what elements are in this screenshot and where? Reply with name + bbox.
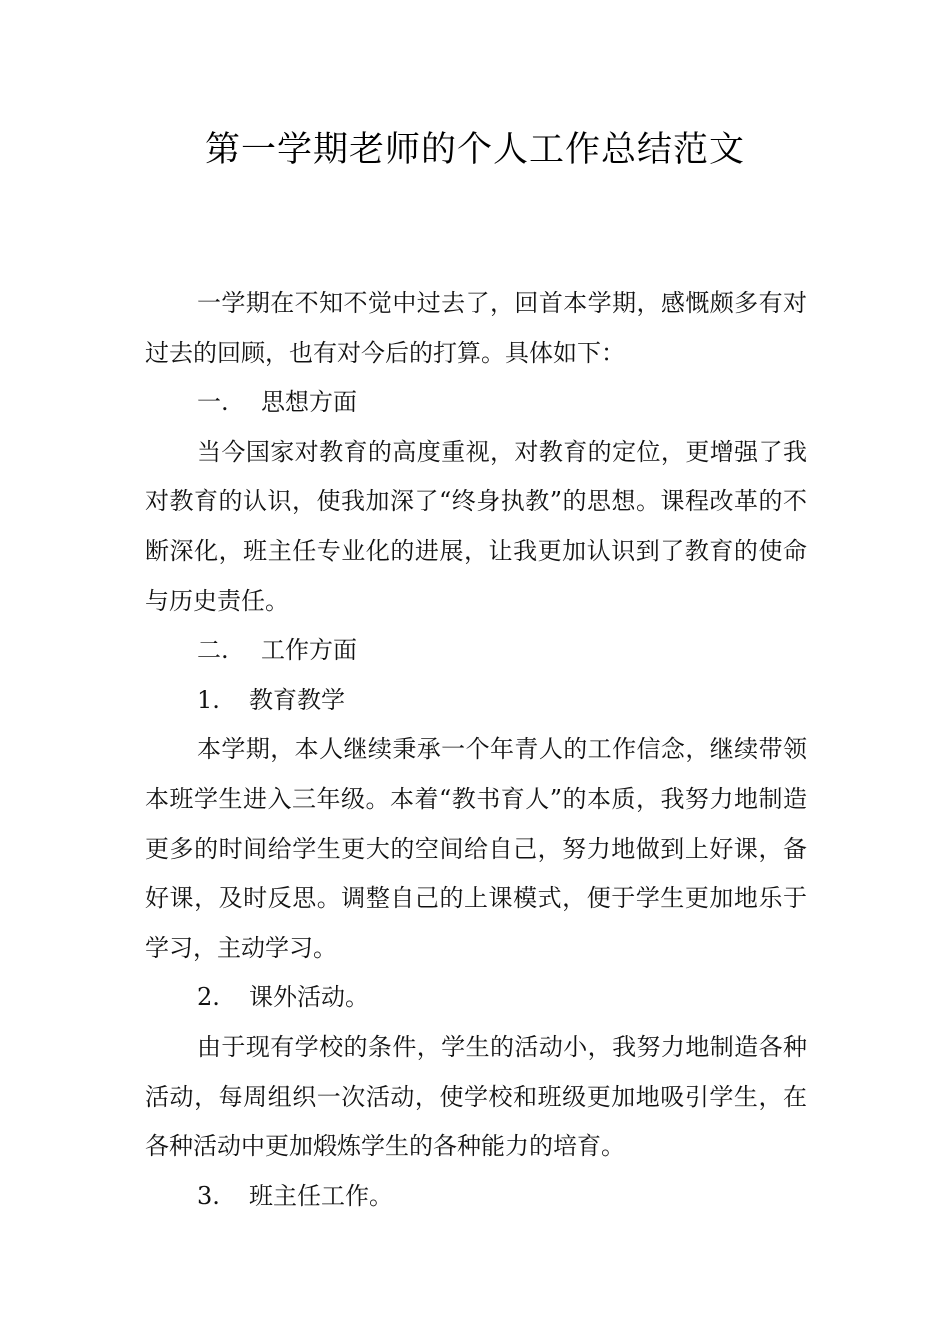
subsection-heading-activities (145, 973, 807, 1023)
subsection-number: 3. (197, 1181, 220, 1210)
document-title: 第一学期老师的个人工作总结范文 (204, 130, 745, 170)
section-heading-thought (145, 378, 807, 428)
subsection-heading-homeroom (145, 1172, 807, 1222)
thought-paragraph: 当今国家对教育的高度重视，对教育的定位，更增强了我对教育的认识，使我加深了“终身执教”的思想。课程改革的不断深化，班主任专业化的进展，让我更加认识到了教育的使命与历史责任。 (145, 437, 807, 615)
subsection-title: 课外活动。 (249, 983, 369, 1012)
subsection-number: 2. (197, 983, 220, 1012)
activities-paragraph: 由于现有学校的条件，学生的活动小，我努力地制造各种活动，每周组织一次活动，使学校和班级更加地吸引学生，在各种活动中更加煅炼学生的各种能力的培育。 (145, 1032, 807, 1161)
intro-paragraph: 一学期在不知不觉中过去了，回首本学期，感慨颇多有对过去的回顾，也有对今后的打算。具体如下： (145, 289, 807, 367)
subsection-heading-teaching (145, 676, 807, 726)
teaching-paragraph: 本学期，本人继续秉承一个年青人的工作信念，继续带领本班学生进入三年级。本着“教书育人”的本质，我努力地制造更多的时间给学生更大的空间给自己，努力地做到上好课，备好课，及时反思。调整自己的上课模式，便于学生更加地乐于学习，主动学习。 (145, 735, 807, 962)
section-heading-work (145, 626, 807, 676)
document-body (145, 279, 807, 1221)
subsection-title: 班主任工作。 (249, 1181, 393, 1210)
section-title: 工作方面 (261, 636, 357, 665)
section-number: 一. (197, 388, 229, 417)
subsection-title: 教育教学 (249, 685, 345, 714)
subsection-number: 1. (197, 685, 220, 714)
section-number: 二. (197, 636, 229, 665)
section-title: 思想方面 (261, 388, 357, 417)
